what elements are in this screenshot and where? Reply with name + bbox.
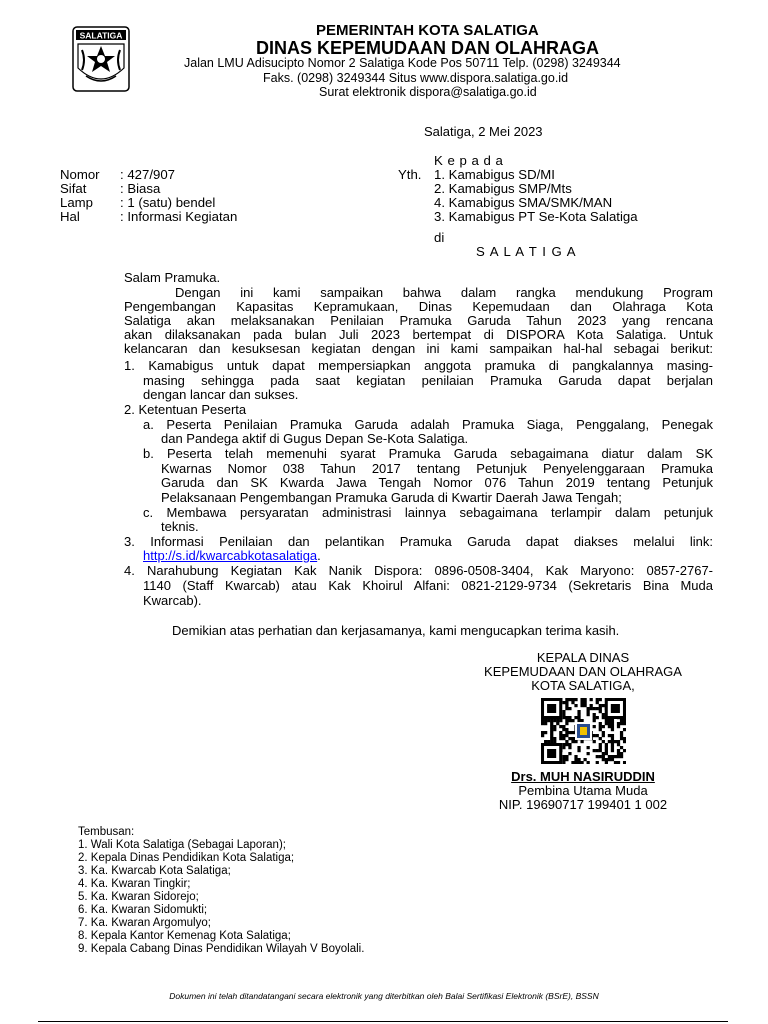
tembusan-item: 5. Ka. Kwaran Sidorejo;	[78, 891, 199, 903]
letterhead-email: Surat elektronik dispora@salatiga.go.id	[319, 85, 537, 99]
qr-code-signature	[541, 698, 626, 764]
intro-line: Salatiga akan melaksanakan Penilaian Pramuka Garuda Tahun 2023 yang rencana	[124, 313, 713, 328]
letterhead-fax-website: Faks. (0298) 3249344 Situs www.dispora.salatiga.go.id	[263, 71, 569, 85]
tembusan-item: 3. Ka. Kwarcab Kota Salatiga;	[78, 865, 231, 877]
city-emblem-logo	[72, 26, 130, 92]
sifat-label: Sifat	[60, 181, 87, 196]
tembusan-item: 2. Kepala Dinas Pendidikan Kota Salatiga;	[78, 852, 295, 864]
item3-line: 3. Informasi Penilaian dan pelantikan Pramuka Garuda dapat diakses melalui link:	[124, 534, 713, 549]
intro-line: akan dilaksanakan pada bulan Juli 2023 bertempat di DISPORA Kota Salatiga. Untuk	[124, 327, 713, 342]
bottom-divider	[38, 1021, 728, 1022]
recipient-item: 2. Kamabigus SMP/Mts	[434, 181, 572, 196]
recipient-item: 4. Kamabigus SMA/SMK/MAN	[434, 195, 613, 210]
signatory-title: KEPALA DINAS	[536, 650, 630, 665]
intro-line: kelancaran dan kesuksesan kegiatan dengan ini kami sampaikan hal-hal sebagai berikut:	[124, 341, 713, 356]
item4-line: Kwarcab).	[143, 593, 202, 608]
tembusan-item: 9. Kepala Cabang Dinas Pendidikan Wilayah V Boyolali.	[78, 943, 365, 955]
item2b-line: Kwarnas Nomor 038 Tahun 2017 tentang Petunjuk Penyelenggaraan Pramuka	[161, 461, 713, 476]
signatory-nip: NIP. 19690717 199401 1 002	[498, 797, 668, 812]
signatory-city: KOTA SALATIGA,	[531, 678, 635, 693]
tembusan-title: Tembusan:	[78, 826, 135, 838]
signatory-rank: Pembina Utama Muda	[518, 783, 648, 798]
item1-line: masing sehingga pada saat kegiatan penilaian Pramuka Garuda dapat berjalan	[143, 373, 713, 388]
nomor-value: : 427/907	[120, 167, 175, 182]
recipient-item: 1. Kamabigus SD/MI	[434, 167, 555, 182]
item3-link-row	[143, 549, 321, 564]
item1-line: 1. Kamabigus untuk dapat mempersiapkan anggota pramuka di pangkalannya masing-	[124, 358, 713, 373]
item4-line: 4. Narahubung Kegiatan Kak Nanik Dispora: 0896-0508-3404, Kak Maryono: 0857-2767-	[124, 563, 713, 578]
item2b-line: Garuda dan SK Kwarda Jawa Tengah Nomor 076 Tahun 2019 tentang Petunjuk	[161, 475, 713, 490]
intro-line: Pengembangan Kapasitas Kepramukaan, Dinas Kepemudaan dan Olahraga Kota	[124, 299, 713, 314]
signatory-office: KEPEMUDAAN DAN OLAHRAGA	[484, 664, 682, 679]
item2-heading: 2. Ketentuan Peserta	[124, 402, 247, 417]
lamp-value: : 1 (satu) bendel	[120, 195, 216, 210]
government-name: PEMERINTAH KOTA SALATIGA	[316, 22, 539, 39]
department-name: DINAS KEPEMUDAAN DAN OLAHRAGA	[256, 38, 600, 58]
nomor-label: Nomor	[60, 167, 100, 182]
hal-label: Hal	[60, 209, 80, 224]
recipient-city: S A L A T I G A	[476, 244, 577, 259]
recipient-item: 3. Kamabigus PT Se-Kota Salatiga	[434, 209, 638, 224]
item3-end: .	[317, 548, 321, 563]
yth-label: Yth.	[398, 167, 422, 182]
hal-value: : Informasi Kegiatan	[120, 209, 238, 224]
logo-text: SALATIGA	[79, 30, 123, 41]
tembusan-item: 8. Kepala Kantor Kemenag Kota Salatiga;	[78, 930, 291, 942]
item2b-line: b. Peserta telah memenuhi syarat Pramuka Garuda sebagaimana diatur dalam SK	[143, 446, 713, 461]
di-label: di	[434, 230, 445, 245]
tembusan-item: 4. Ka. Kwaran Tingkir;	[78, 878, 191, 890]
lamp-label: Lamp	[60, 195, 93, 210]
kepada-label: K e p a d a	[434, 153, 504, 168]
item4-line: 1140 (Staff Kwarcab) atau Kak Khoirul Alfani: 0821-2129-9734 (Sekretaris Bina Muda	[143, 578, 713, 593]
kwarcab-link[interactable]: http://s.id/kwarcabkotasalatiga	[143, 548, 318, 563]
signatory-name: Drs. MUH NASIRUDDIN	[511, 769, 655, 784]
e-signature-footer: Dokumen ini telah ditandatangani secara elektronik yang diterbitkan oleh Balai Sertifikasi Elektronik (BSrE), BSSN	[169, 991, 599, 1001]
greeting: Salam Pramuka.	[124, 270, 221, 285]
sifat-value: : Biasa	[120, 181, 161, 196]
intro-line: Dengan ini kami sampaikan bahwa dalam rangka mendukung Program	[175, 285, 713, 300]
tembusan-item: 1. Wali Kota Salatiga (Sebagai Laporan);	[78, 839, 286, 851]
tembusan-item: 6. Ka. Kwaran Sidomukti;	[78, 904, 208, 916]
tembusan-item: 7. Ka. Kwaran Argomulyo;	[78, 917, 211, 929]
letter-date: Salatiga, 2 Mei 2023	[424, 124, 543, 139]
closing-sentence: Demikian atas perhatian dan kerjasamanya, kami mengucapkan terima kasih.	[172, 623, 620, 638]
item1-line: dengan lancar dan sukses.	[143, 387, 299, 402]
item2a-line: a. Peserta Penilaian Pramuka Garuda adalah Pramuka Siaga, Penggalang, Penegak	[143, 417, 713, 432]
item2c-line: c. Membawa persyaratan administrasi lainnya sebagaimana terlampir dalam petunjuk	[143, 505, 713, 520]
item2c-line: teknis.	[161, 519, 199, 534]
item2b-line: Pelaksanaan Pengembangan Pramuka Garuda di Kwartir Daerah Jawa Tengah;	[161, 490, 622, 505]
item2a-line: dan Pandega aktif di Gugus Depan Se-Kota Salatiga.	[161, 431, 469, 446]
letterhead-address: Jalan LMU Adisucipto Nomor 2 Salatiga Kode Pos 50711 Telp. (0298) 3249344	[184, 56, 621, 70]
